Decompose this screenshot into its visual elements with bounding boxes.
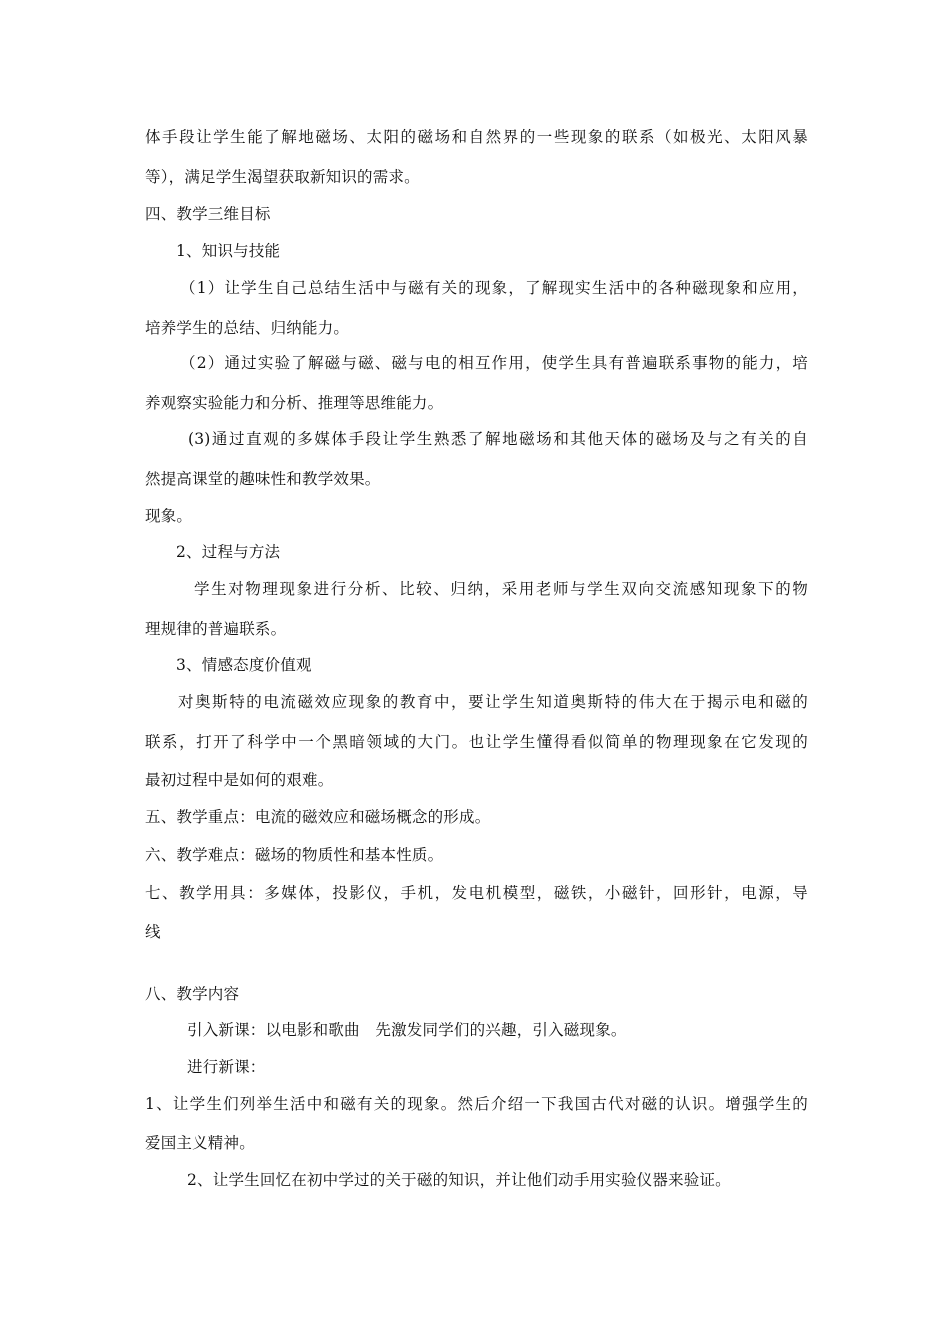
text-line: 养观察实验能力和分析、推理等思维能力。: [145, 394, 444, 412]
section-heading: 四、教学三维目标: [145, 205, 271, 223]
text-line: 爱国主义精神。: [145, 1134, 255, 1152]
text-line: 等），满足学生渴望获取新知识的需求。: [145, 168, 420, 186]
text-line: 线: [145, 923, 161, 941]
text-line: （1）让学生自己总结生活中与磁有关的现象，了解现实生活中的各种磁现象和应用，: [180, 279, 808, 297]
section-heading: 七、教学用具：多媒体，投影仪，手机，发电机模型，磁铁，小磁针，回形针，电源，导: [145, 884, 808, 902]
text-line: 进行新课：: [187, 1058, 266, 1076]
text-line: 理规律的普遍联系。: [145, 620, 287, 638]
section-heading: 五、教学重点：电流的磁效应和磁场概念的形成。: [145, 808, 491, 826]
subsection-heading: 1、知识与技能: [176, 242, 281, 260]
text-line: 体手段让学生能了解地磁场、太阳的磁场和自然界的一些现象的联系（如极光、太阳风暴: [145, 128, 808, 146]
section-heading: 八、教学内容: [145, 985, 240, 1003]
text-line: 1、让学生们列举生活中和磁有关的现象。然后介绍一下我国古代对磁的认识。增强学生的: [145, 1095, 808, 1113]
text-line: 学生对物理现象进行分析、比较、归纳，采用老师与学生双向交流感知现象下的物: [194, 580, 808, 598]
text-line: 2、让学生回忆在初中学过的关于磁的知识，并让他们动手用实验仪器来验证。: [187, 1171, 731, 1189]
text-line: 然提高课堂的趣味性和教学效果。: [145, 470, 381, 488]
text-line: (3)通过直观的多媒体手段让学生熟悉了解地磁场和其他天体的磁场及与之有关的自: [188, 430, 808, 448]
text-line: （2）通过实验了解磁与磁、磁与电的相互作用，使学生具有普遍联系事物的能力，培: [180, 354, 808, 372]
text-line: 培养学生的总结、归纳能力。: [145, 319, 350, 337]
subsection-heading: 2、过程与方法: [176, 543, 281, 561]
text-line: 引入新课：以电影和歌曲 先激发同学们的兴趣，引入磁现象。: [187, 1021, 627, 1039]
text-line: 联系，打开了科学中一个黑暗领域的大门。也让学生懂得看似简单的物理现象在它发现的: [145, 733, 808, 751]
text-line: 对奥斯特的电流磁效应现象的教育中，要让学生知道奥斯特的伟大在于揭示电和磁的: [178, 693, 808, 711]
section-heading: 六、教学难点：磁场的物质性和基本性质。: [145, 846, 444, 864]
subsection-heading: 3、情感态度价值观: [176, 656, 312, 674]
text-line: 最初过程中是如何的艰难。: [145, 771, 334, 789]
text-line: 现象。: [145, 507, 193, 525]
